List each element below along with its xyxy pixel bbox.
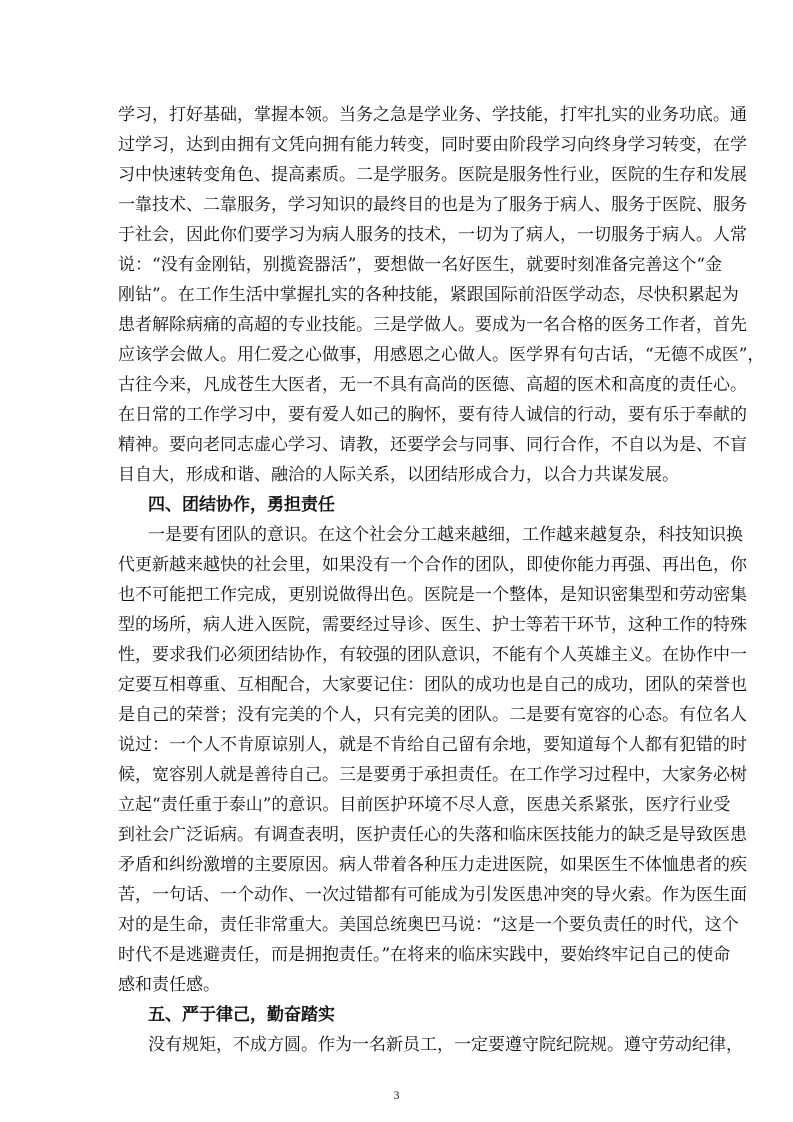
section-heading: 五、严于律己，勤奋踏实	[148, 1005, 335, 1025]
paragraph-line: 没有规矩，不成方圆。作为一名新员工，一定要遵守院纪院规。遵守劳动纪律，	[148, 1035, 743, 1055]
paragraph-line: 说过：一个人不肯原谅别人，就是不肯给自己留有余地，要知道每个人都有犯错的时	[118, 735, 747, 755]
paragraph-line: 定要互相尊重、互相配合，大家要记住：团队的成功也是自己的成功，团队的荣誉也	[118, 675, 747, 695]
paragraph-line: 代更新越来越快的社会里，如果没有一个合作的团队，即使你能力再强、再出色，你	[118, 555, 747, 575]
paragraph-line: 性，要求我们必须团结协作，有较强的团队意识，不能有个人英雄主义。在协作中一	[118, 645, 747, 665]
paragraph-line: 一靠技术、二靠服务，学习知识的最终目的也是为了服务于病人、服务于医院、服务	[118, 195, 747, 215]
paragraph-line: 过学习，达到由拥有文凭向拥有能力转变，同时要由阶段学习向终身学习转变，在学	[118, 135, 747, 155]
paragraph-line: 是自己的荣誉；没有完美的个人，只有完美的团队。二是要有宽容的心态。有位名人	[118, 705, 747, 725]
paragraph-line: 在日常的工作学习中，要有爱人如己的胸怀，要有待人诚信的行动，要有乐于奉献的	[118, 405, 747, 425]
paragraph-line: 一是要有团队的意识。在这个社会分工越来越细，工作越来越复杂，科技知识换	[148, 525, 743, 545]
paragraph-line: 矛盾和纠纷激增的主要原因。病人带着各种压力走进医院，如果医生不体恤患者的疾	[118, 855, 747, 875]
paragraph-line: 说：“没有金刚钻，别揽瓷器活”，要想做一名好医生，就要时刻准备完善这个“金	[118, 255, 723, 275]
paragraph-line: 苦，一句话、一个动作、一次过错都有可能成为引发医患冲突的导火索。作为医生面	[118, 885, 747, 905]
paragraph-line: 到社会广泛诟病。有调查表明，医护责任心的失落和临床医技能力的缺乏是导致医患	[118, 825, 747, 845]
paragraph-line: 患者解除病痛的高超的专业技能。三是学做人。要成为一名合格的医务工作者，首先	[118, 315, 747, 335]
paragraph-line: 精神。要向老同志虚心学习、请教，还要学会与同事、同行合作，不自以为是、不盲	[118, 435, 747, 455]
paragraph-line: 感和责任感。	[118, 975, 220, 995]
paragraph-line: 于社会，因此你们要学习为病人服务的技术，一切为了病人，一切服务于病人。人常	[118, 225, 747, 245]
paragraph-line: 目自大，形成和谐、融洽的人际关系，以团结形成合力，以合力共谋发展。	[118, 465, 679, 485]
paragraph-line: 古往今来，凡成苍生大医者，无一不具有高尚的医德、高超的医术和高度的责任心。	[118, 375, 747, 395]
page-number: 3	[393, 1088, 400, 1102]
paragraph-line: 型的场所，病人进入医院，需要经过导诊、医生、护士等若干环节，这种工作的特殊	[118, 615, 747, 635]
paragraph-line: 候，宽容别人就是善待自己。三是要勇于承担责任。在工作学习过程中，大家务必树	[118, 765, 747, 785]
paragraph-line: 时代不是逃避责任，而是拥抱责任。”在将来的临床实践中，要始终牢记自己的使命	[118, 945, 731, 965]
paragraph-line: 立起“责任重于泰山”的意识。目前医护环境不尽人意，医患关系紧张，医疗行业受	[118, 795, 731, 815]
paragraph-line: 也不可能把工作完成，更别说做得出色。医院是一个整体，是知识密集型和劳动密集	[118, 585, 747, 605]
section-heading: 四、团结协作，勇担责任	[148, 495, 335, 515]
paragraph-line: 刚钻”。在工作生活中掌握扎实的各种技能，紧跟国际前沿医学动态，尽快积累起为	[118, 285, 739, 305]
paragraph-line: 学习，打好基础，掌握本领。当务之急是学业务、学技能，打牢扎实的业务功底。通	[118, 105, 747, 125]
paragraph-line: 对的是生命，责任非常重大。美国总统奥巴马说：“这是一个要负责任的时代，这个	[118, 915, 739, 935]
paragraph-line: 习中快速转变角色、提高素质。二是学服务。医院是服务性行业，医院的生存和发展	[118, 165, 747, 185]
paragraph-line: 应该学会做人。用仁爱之心做事，用感恩之心做人。医学界有句古话，“无德不成医”，	[118, 345, 765, 365]
